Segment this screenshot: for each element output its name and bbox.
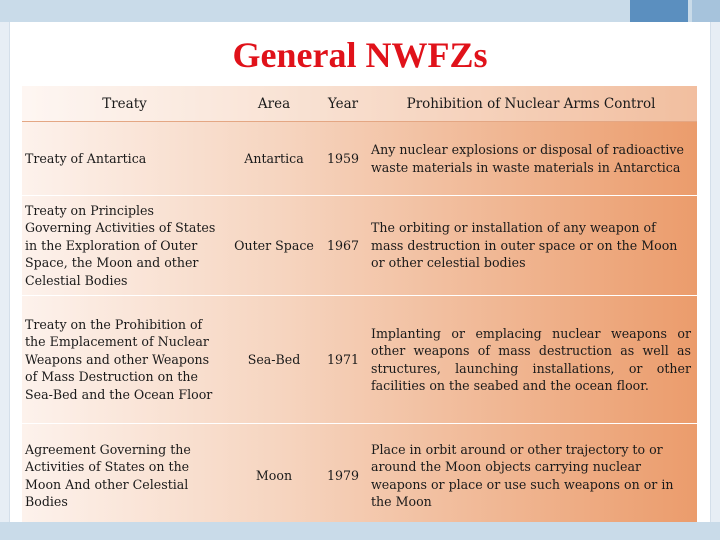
top-decor-accent (630, 0, 688, 22)
cell-year: 1967 (321, 196, 365, 296)
cell-prohibition: Any nuclear explosions or disposal of radioactive waste materials in waste materials in Antarctica (365, 122, 697, 196)
cell-prohibition: The orbiting or installation of any weapon of mass destruction in outer space or on the Moon or other celestial bodies (365, 196, 697, 296)
slide-title: General NWFZs (232, 35, 488, 75)
cell-year: 1971 (321, 296, 365, 424)
table-row (22, 424, 697, 528)
cell-area: Sea-Bed (227, 296, 321, 424)
bottom-decor-bar (0, 522, 720, 540)
cell-year: 1959 (321, 122, 365, 196)
cell-treaty: Treaty on Principles Governing Activities of States in the Exploration of Outer Space, the Moon and other Celestial Bodies (22, 196, 227, 296)
table-row (22, 196, 697, 296)
header-year: Year (321, 86, 365, 122)
right-decor-bar (710, 22, 720, 540)
cell-treaty: Agreement Governing the Activities of States on the Moon And other Celestial Bodies (22, 424, 227, 528)
cell-treaty: Treaty on the Prohibition of the Emplacement of Nuclear Weapons and other Weapons of Mass Destruction on the Sea-Bed and the Ocean Floor (22, 296, 227, 424)
table-row (22, 122, 697, 196)
top-decor-accent-light (692, 0, 720, 22)
left-decor-bar (0, 22, 10, 540)
cell-area: Antartica (227, 122, 321, 196)
table-header-row (22, 86, 697, 122)
cell-prohibition: Place in orbit around or other trajectory to or around the Moon objects carrying nuclear weapons or place or use such weapons on or in the Moon (365, 424, 697, 528)
nwfz-table (22, 86, 697, 528)
cell-area: Moon (227, 424, 321, 528)
table-row (22, 296, 697, 424)
cell-prohibition: Implanting or emplacing nuclear weapons or other weapons of mass destruction as well as structures, launching installations, or other facilities on the seabed and the ocean floor. (365, 296, 697, 424)
cell-year: 1979 (321, 424, 365, 528)
header-prohibition: Prohibition of Nuclear Arms Control (365, 86, 697, 122)
cell-treaty: Treaty of Antartica (22, 122, 227, 196)
header-treaty: Treaty (22, 86, 227, 122)
top-decor-bar (0, 0, 720, 22)
header-area: Area (227, 86, 321, 122)
cell-area: Outer Space (227, 196, 321, 296)
